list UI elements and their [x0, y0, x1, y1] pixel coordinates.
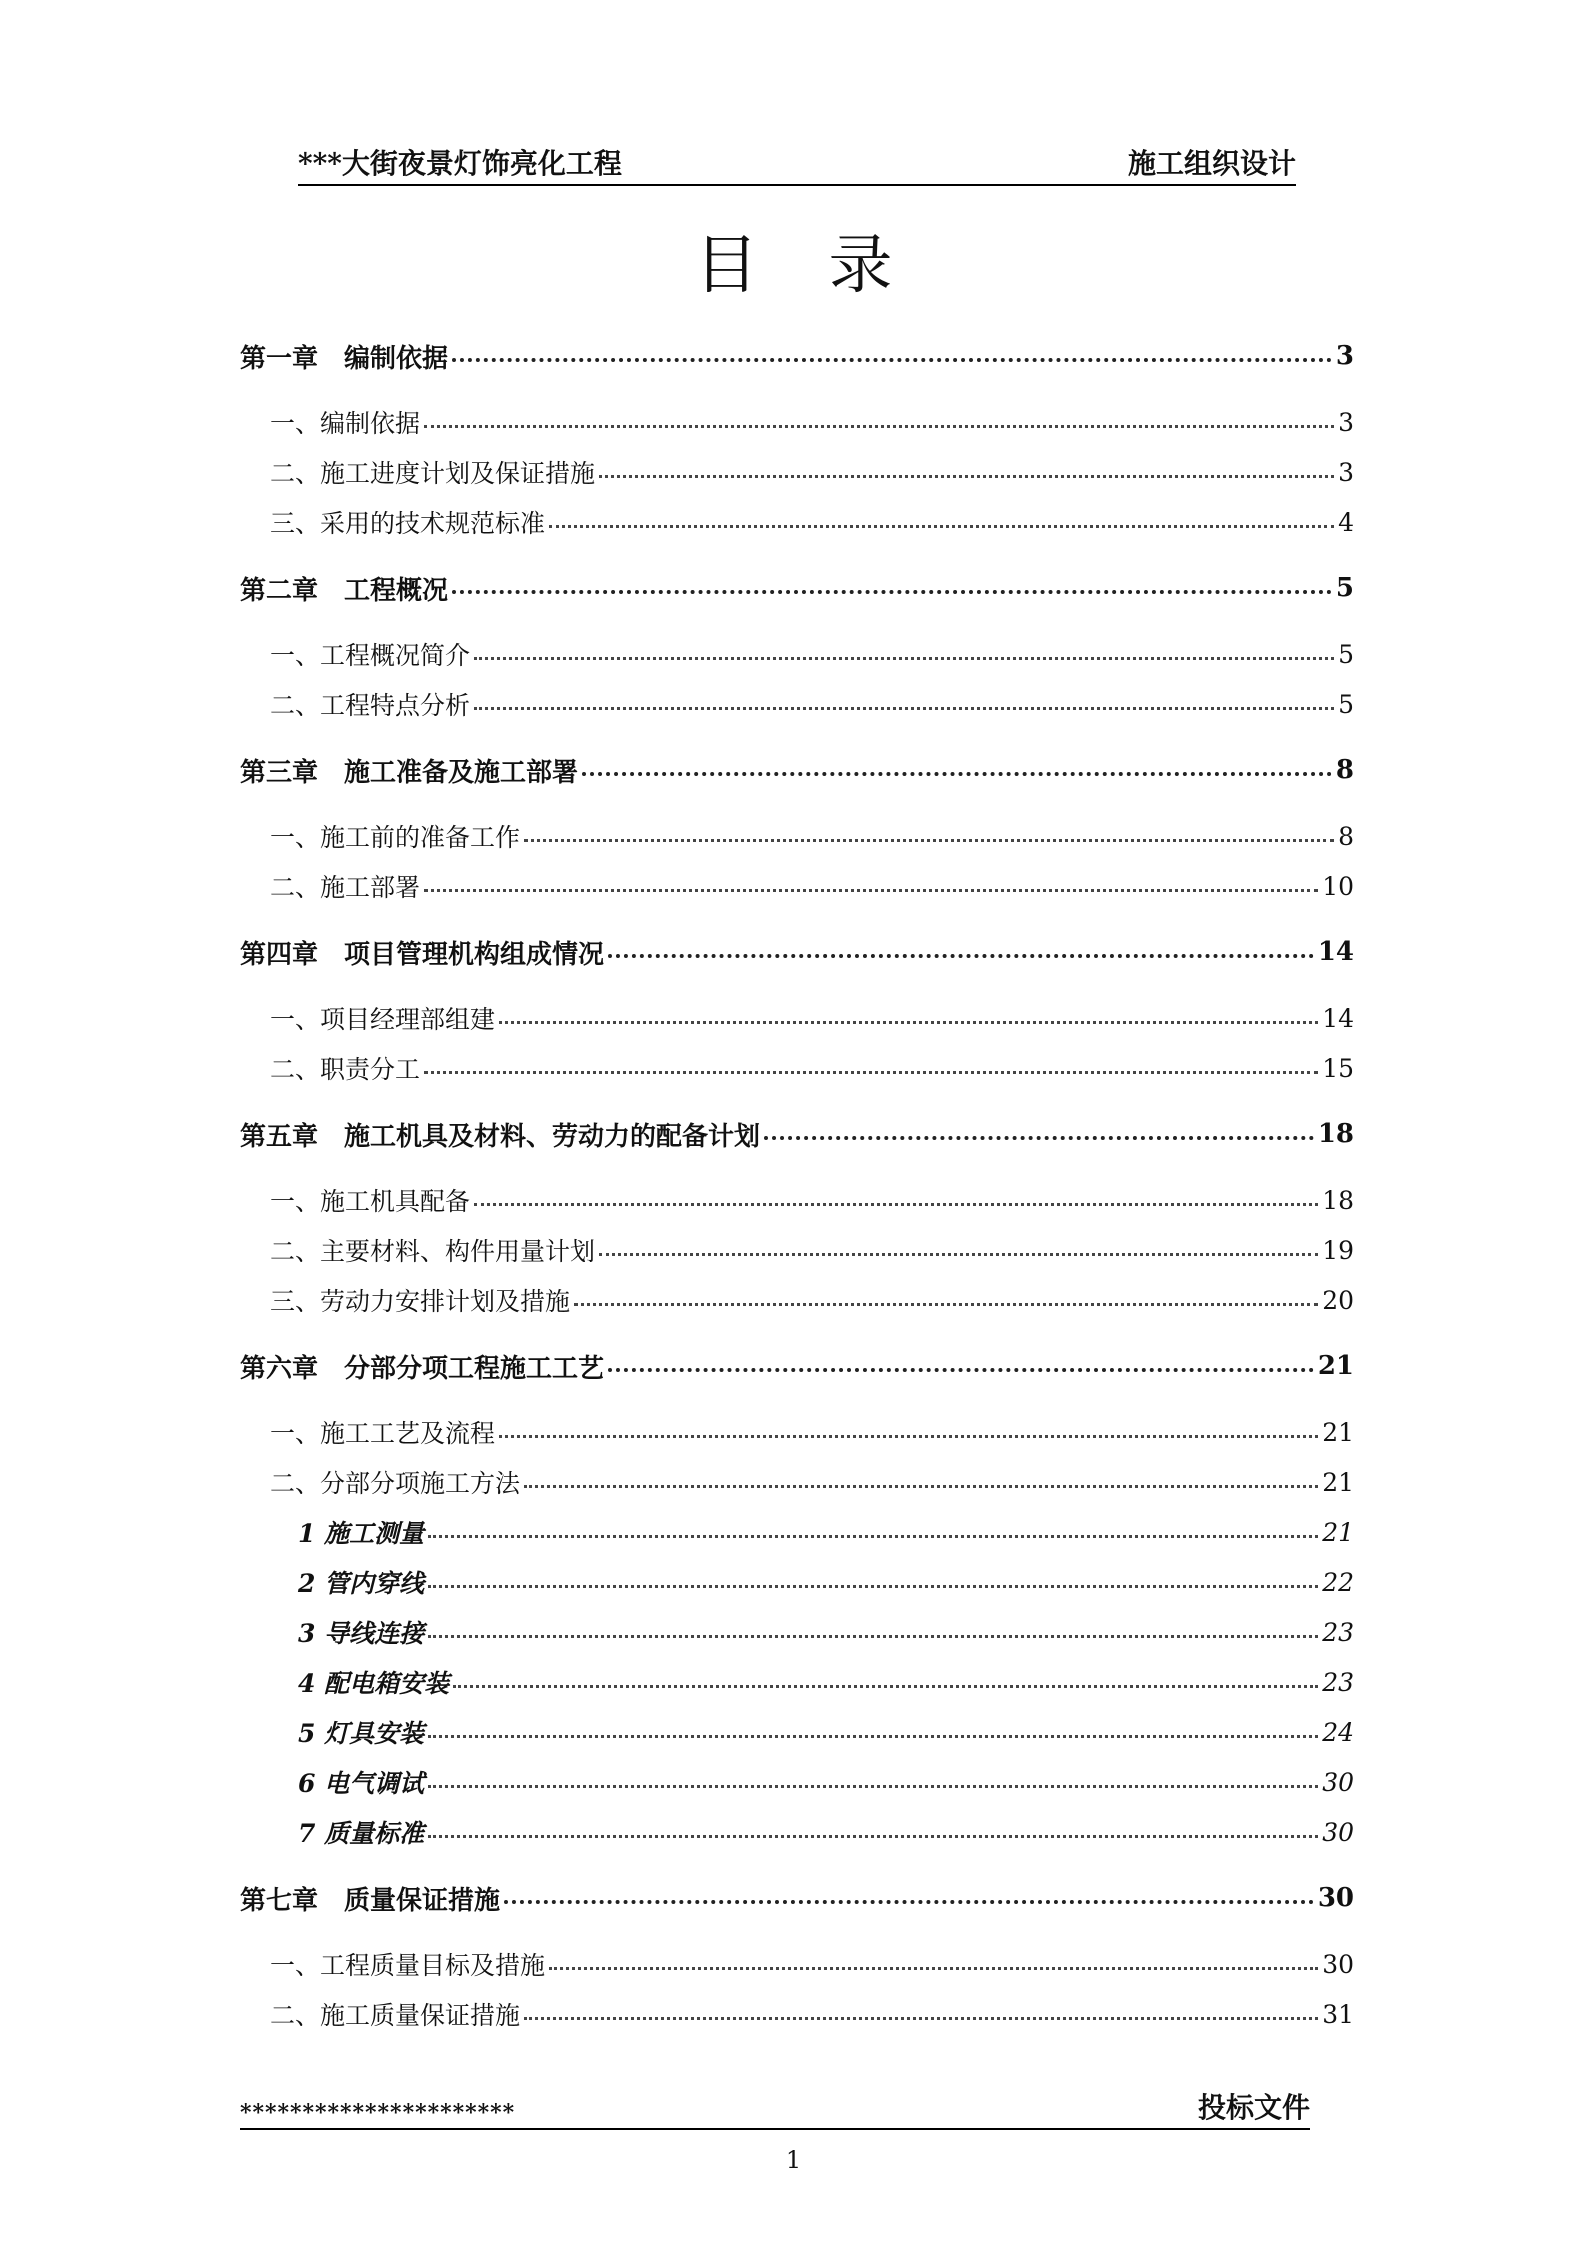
toc-page-number: 15 — [1322, 1053, 1354, 1083]
toc-chapter-title: 施工机具及材料、劳动力的配备计划 — [344, 1121, 761, 1152]
toc-section-title: 一、工程概况简介 — [270, 641, 471, 670]
toc-section-row[interactable] — [240, 1048, 1354, 1088]
toc-page-number: 3 — [1338, 457, 1354, 487]
toc-leader-dots — [764, 1136, 1314, 1140]
toc-leader-dots — [549, 525, 1334, 528]
toc-page-number: 3 — [1335, 341, 1354, 371]
toc-sub-row[interactable] — [240, 1562, 1354, 1602]
toc-section-title: 二、职责分工 — [270, 1055, 421, 1084]
toc-chapter-title: 工程概况 — [344, 575, 449, 606]
toc-sub-title: 4 配电箱安装 — [298, 1669, 450, 1698]
toc-section-row[interactable] — [240, 452, 1354, 492]
toc-leader-dots — [599, 1253, 1318, 1256]
toc-leader-dots — [453, 1685, 1318, 1688]
toc-chapter-row[interactable] — [240, 750, 1354, 790]
toc-page-number: 23 — [1322, 1667, 1354, 1697]
toc-section-title: 二、分部分项施工方法 — [270, 1469, 521, 1498]
toc-chapter-number: 第一章 — [240, 343, 319, 374]
toc-chapter-number: 第三章 — [240, 757, 319, 788]
toc-leader-dots — [574, 1303, 1318, 1306]
toc-leader-dots — [424, 425, 1334, 428]
toc-page-number: 18 — [1317, 1119, 1354, 1149]
toc-section-title: 二、施工质量保证措施 — [270, 2001, 521, 2030]
toc-leader-dots — [428, 1635, 1318, 1638]
toc-sub-row[interactable] — [240, 1512, 1354, 1552]
toc-sub-row[interactable] — [240, 1712, 1354, 1752]
page-header — [298, 146, 1296, 186]
toc-section-title: 二、工程特点分析 — [270, 691, 471, 720]
toc-section-row[interactable] — [240, 1994, 1354, 2034]
toc-page-number: 30 — [1322, 1817, 1354, 1847]
toc-section-row[interactable] — [240, 402, 1354, 442]
toc-section-row[interactable] — [240, 1412, 1354, 1452]
page-title: 目录 — [694, 229, 963, 303]
toc-chapter-row[interactable] — [240, 1114, 1354, 1154]
toc-section-title: 一、编制依据 — [270, 409, 421, 438]
toc-leader-dots — [452, 590, 1332, 594]
toc-section-title: 一、施工前的准备工作 — [270, 823, 521, 852]
footer-stars: ********************** — [240, 2100, 516, 2126]
toc-page-number: 20 — [1322, 1285, 1354, 1315]
toc-chapter-title: 质量保证措施 — [344, 1885, 501, 1916]
toc-section-title: 二、主要材料、构件用量计划 — [270, 1237, 596, 1266]
toc-leader-dots — [452, 358, 1332, 362]
toc-chapter-number: 第七章 — [240, 1885, 319, 1916]
toc-sub-title: 2 管内穿线 — [298, 1569, 425, 1598]
toc-page-number: 5 — [1335, 573, 1354, 603]
toc-chapter-row[interactable] — [240, 568, 1354, 608]
toc-leader-dots — [608, 1368, 1314, 1372]
toc-chapter-title: 分部分项工程施工工艺 — [344, 1353, 605, 1384]
toc-page-number: 5 — [1338, 689, 1354, 719]
toc-chapter-title: 编制依据 — [344, 343, 449, 374]
toc-page-number: 21 — [1322, 1517, 1354, 1547]
toc-leader-dots — [428, 1535, 1318, 1538]
toc-sub-title: 5 灯具安装 — [298, 1719, 425, 1748]
toc-sub-row[interactable] — [240, 1612, 1354, 1652]
toc-leader-dots — [428, 1785, 1318, 1788]
toc-sub-title: 7 质量标准 — [298, 1819, 425, 1848]
toc-section-row[interactable] — [240, 1462, 1354, 1502]
toc-page-number: 19 — [1322, 1235, 1354, 1265]
toc-section-title: 一、工程质量目标及措施 — [270, 1951, 546, 1980]
toc-page-number: 4 — [1338, 507, 1354, 537]
toc-chapter-number: 第二章 — [240, 575, 319, 606]
toc-leader-dots — [524, 1485, 1318, 1488]
toc-leader-dots — [474, 657, 1334, 660]
toc-page-number: 22 — [1322, 1567, 1354, 1597]
toc-page-number: 21 — [1322, 1417, 1354, 1447]
toc-section-row[interactable] — [240, 816, 1354, 856]
toc-section-row[interactable] — [240, 1230, 1354, 1270]
toc-page-number: 30 — [1317, 1883, 1354, 1913]
toc-section-title: 一、施工工艺及流程 — [270, 1419, 496, 1448]
toc-page-number: 14 — [1317, 937, 1354, 967]
toc-page-number: 21 — [1317, 1351, 1354, 1381]
toc-page-number: 14 — [1322, 1003, 1354, 1033]
toc-section-row[interactable] — [240, 1180, 1354, 1220]
toc-chapter-row[interactable] — [240, 336, 1354, 376]
toc-section-row[interactable] — [240, 1280, 1354, 1320]
toc-chapter-title: 项目管理机构组成情况 — [344, 939, 605, 970]
toc-page-number: 30 — [1322, 1949, 1354, 1979]
toc-chapter-row[interactable] — [240, 932, 1354, 972]
toc-page-number: 31 — [1322, 1999, 1354, 2029]
toc-section-row[interactable] — [240, 634, 1354, 674]
toc-sub-row[interactable] — [240, 1812, 1354, 1852]
toc-sub-title: 1 施工测量 — [298, 1519, 425, 1548]
toc-page-number: 10 — [1322, 871, 1354, 901]
toc-section-title: 二、施工进度计划及保证措施 — [270, 459, 596, 488]
toc-page-number: 18 — [1322, 1185, 1354, 1215]
toc-page-number: 8 — [1338, 821, 1354, 851]
toc-leader-dots — [474, 1203, 1318, 1206]
toc-leader-dots — [504, 1900, 1314, 1904]
toc-section-title: 一、项目经理部组建 — [270, 1005, 496, 1034]
toc-chapter-number: 第六章 — [240, 1353, 319, 1384]
toc-sub-row[interactable] — [240, 1662, 1354, 1702]
toc-section-title: 三、采用的技术规范标准 — [270, 509, 546, 538]
toc-leader-dots — [428, 1835, 1318, 1838]
header-project-name: ***大街夜景灯饰亮化工程 — [298, 147, 622, 180]
toc-leader-dots — [599, 475, 1334, 478]
toc-chapter-number: 第四章 — [240, 939, 319, 970]
toc-section-row[interactable] — [240, 998, 1354, 1038]
toc-leader-dots — [428, 1585, 1318, 1588]
toc-chapter-title: 施工准备及施工部署 — [344, 757, 579, 788]
toc-section-row[interactable] — [240, 866, 1354, 906]
toc-page-number: 23 — [1322, 1617, 1354, 1647]
toc-section-row[interactable] — [240, 684, 1354, 724]
toc-sub-title: 6 电气调试 — [298, 1769, 425, 1798]
toc-chapter-number: 第五章 — [240, 1121, 319, 1152]
toc-section-title: 三、劳动力安排计划及措施 — [270, 1287, 571, 1316]
toc-leader-dots — [428, 1735, 1318, 1738]
toc-leader-dots — [582, 772, 1332, 776]
toc-page-number: 5 — [1338, 639, 1354, 669]
toc-leader-dots — [424, 889, 1318, 892]
toc-chapter-row[interactable] — [240, 1878, 1354, 1918]
toc-section-row[interactable] — [240, 1944, 1354, 1984]
toc-page-number: 24 — [1322, 1717, 1354, 1747]
toc-leader-dots — [499, 1435, 1318, 1438]
toc-leader-dots — [424, 1071, 1318, 1074]
toc-section-title: 一、施工机具配备 — [270, 1187, 471, 1216]
toc-sub-row[interactable] — [240, 1762, 1354, 1802]
toc-page-number: 21 — [1322, 1467, 1354, 1497]
page-footer — [240, 2092, 1310, 2130]
toc-leader-dots — [524, 839, 1334, 842]
header-doc-type: 施工组织设计 — [1127, 147, 1296, 180]
footer-bid-label: 投标文件 — [1197, 2091, 1310, 2124]
toc-leader-dots — [549, 1967, 1318, 1970]
toc-page-number: 3 — [1338, 407, 1354, 437]
toc-leader-dots — [608, 954, 1314, 958]
page-number: 1 — [785, 2146, 802, 2174]
toc-chapter-row[interactable] — [240, 1346, 1354, 1386]
toc-sub-title: 3 导线连接 — [298, 1619, 425, 1648]
toc-page-number: 30 — [1322, 1767, 1354, 1797]
toc-section-row[interactable] — [240, 502, 1354, 542]
toc-leader-dots — [474, 707, 1334, 710]
toc-page-number: 8 — [1335, 755, 1354, 785]
toc-leader-dots — [499, 1021, 1318, 1024]
toc-leader-dots — [524, 2017, 1318, 2020]
toc-section-title: 二、施工部署 — [270, 873, 421, 902]
